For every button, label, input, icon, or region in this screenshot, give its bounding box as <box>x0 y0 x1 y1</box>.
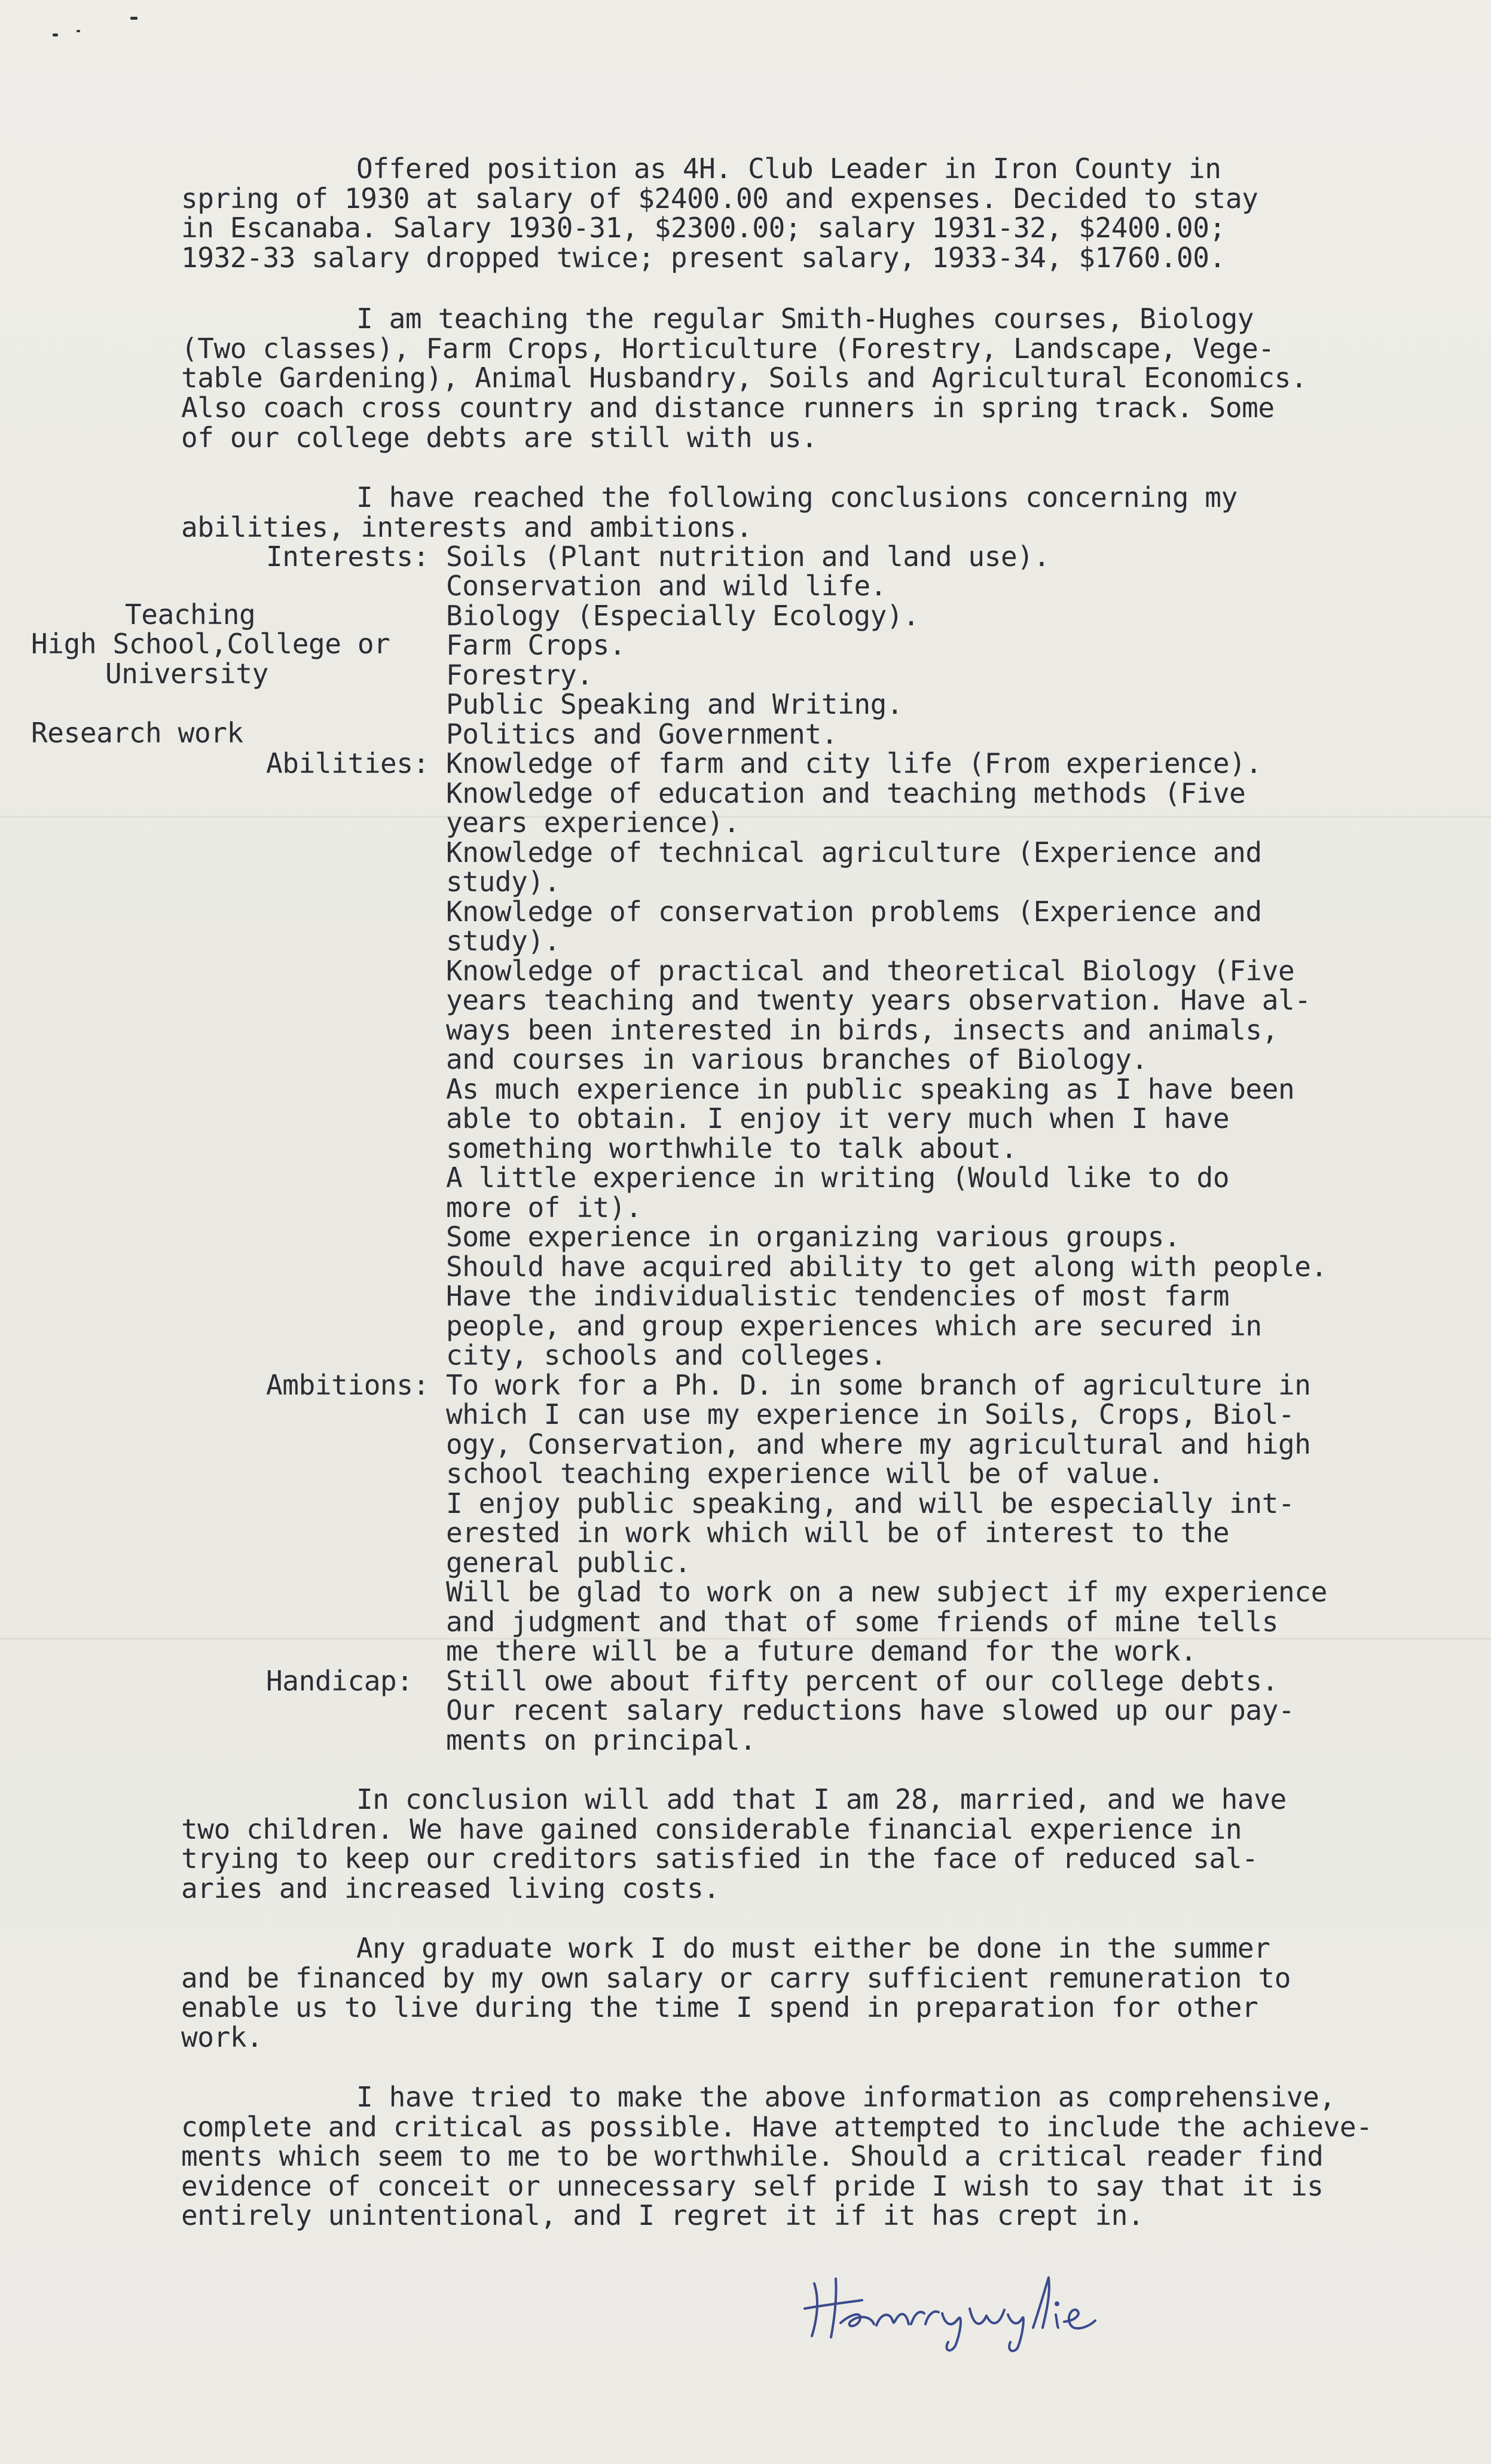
interests-line: Forestry. <box>446 659 593 691</box>
paragraph-2-line: I am teaching the regular Smith-Hughes courses, Biology <box>356 302 1254 335</box>
handwritten-signature <box>801 2266 1136 2355</box>
margin-note-teaching-level: High School,College or <box>31 628 390 660</box>
ambitions-line: which I can use my experience in Soils, Crops, Biol- <box>446 1398 1295 1430</box>
abilities-label: Abilities: <box>266 747 429 779</box>
abilities-line: Have the individualistic tendencies of most farm <box>446 1280 1230 1312</box>
ambitions-line: I enjoy public speaking, and will be especially int- <box>446 1487 1295 1520</box>
abilities-line: Knowledge of farm and city life (From experience). <box>446 747 1262 779</box>
ambitions-line: erested in work which will be of interest to the <box>446 1517 1230 1549</box>
paragraph-2-line: of our college debts are still with us. <box>181 421 818 454</box>
paragraph-6-line: evidence of conceit or unnecessary self pride I wish to say that it is <box>181 2170 1324 2202</box>
abilities-line: As much experience in public speaking as I have been <box>446 1073 1295 1105</box>
abilities-line: and courses in various branches of Biology. <box>446 1043 1148 1075</box>
abilities-line: years teaching and twenty years observation. Have al- <box>446 984 1311 1016</box>
paragraph-1-line: Offered position as 4H. Club Leader in Iron County in <box>356 152 1221 185</box>
paragraph-2-line: Also coach cross country and distance runners in spring track. Some <box>181 392 1275 424</box>
margin-note-teaching: Teaching <box>125 598 256 631</box>
ambitions-line: ogy, Conservation, and where my agricultural and high <box>446 1428 1311 1460</box>
ambitions-line: To work for a Ph. D. in some branch of agriculture in <box>446 1369 1311 1401</box>
abilities-line: able to obtain. I enjoy it very much when I have <box>446 1102 1230 1135</box>
paper-speck <box>130 17 138 20</box>
interests-line: Conservation and wild life. <box>446 570 887 602</box>
paper-speck <box>77 30 80 32</box>
paragraph-3-line: abilities, interests and ambitions. <box>181 511 753 543</box>
paragraph-2-line: (Two classes), Farm Crops, Horticulture (Forestry, Landscape, Vege- <box>181 332 1275 365</box>
abilities-line: study). <box>446 925 561 957</box>
paragraph-3-line: I have reached the following conclusions concerning my <box>356 481 1238 513</box>
ambitions-line: me there will be a future demand for the work. <box>446 1635 1197 1667</box>
margin-note-university: University <box>105 658 268 690</box>
paragraph-5-line: Any graduate work I do must either be done in the summer <box>356 1932 1270 1964</box>
paragraph-4-line: aries and increased living costs. <box>181 1872 720 1904</box>
handicap-line: Our recent salary reductions have slowed up our pay- <box>446 1694 1295 1726</box>
abilities-line: something worthwhile to talk about. <box>446 1132 1018 1164</box>
interests-line: Biology (Especially Ecology). <box>446 600 919 632</box>
abilities-line: ways been interested in birds, insects and animals, <box>446 1014 1279 1046</box>
paragraph-5-line: work. <box>181 2021 263 2053</box>
handicap-label: Handicap: <box>266 1665 413 1697</box>
paragraph-1-line: 1932-33 salary dropped twice; present salary, 1933-34, $1760.00. <box>181 241 1226 274</box>
paper-speck <box>53 33 58 36</box>
margin-note-research: Research work <box>31 717 243 749</box>
paragraph-6-line: complete and critical as possible. Have attempted to include the achieve- <box>181 2111 1373 2143</box>
abilities-line: Knowledge of conservation problems (Experience and <box>446 895 1262 928</box>
ambitions-line: Will be glad to work on a new subject if my experience <box>446 1576 1327 1608</box>
paragraph-6-line: ments which seem to me to be worthwhile. Should a critical reader find <box>181 2140 1324 2172</box>
interests-label: Interests: <box>266 540 429 573</box>
paragraph-1-line: spring of 1930 at salary of $2400.00 and expenses. Decided to stay <box>181 182 1258 215</box>
abilities-line: Some experience in organizing various groups. <box>446 1221 1181 1253</box>
paragraph-4-line: In conclusion will add that I am 28, married, and we have <box>356 1783 1287 1815</box>
abilities-line: more of it). <box>446 1191 642 1224</box>
paragraph-5-line: enable us to live during the time I spend in preparation for other <box>181 1991 1258 2023</box>
abilities-line: Should have acquired ability to get along with people. <box>446 1251 1327 1283</box>
abilities-line: Knowledge of education and teaching methods (Five <box>446 777 1246 809</box>
ambitions-label: Ambitions: <box>266 1369 429 1401</box>
paragraph-4-line: trying to keep our creditors satisfied in the face of reduced sal- <box>181 1842 1258 1875</box>
abilities-line: Knowledge of practical and theoretical Biology (Five <box>446 955 1295 987</box>
paragraph-5-line: and be financed by my own salary or carry sufficient remuneration to <box>181 1962 1291 1994</box>
paragraph-4-line: two children. We have gained considerable financial experience in <box>181 1813 1242 1845</box>
paragraph-1-line: in Escanaba. Salary 1930-31, $2300.00; salary 1931-32, $2400.00; <box>181 212 1226 244</box>
abilities-line: people, and group experiences which are secured in <box>446 1310 1262 1342</box>
abilities-line: study). <box>446 866 561 898</box>
interests-line: Politics and Government. <box>446 718 838 750</box>
abilities-line: A little experience in writing (Would like to do <box>446 1161 1230 1194</box>
handicap-line: Still owe about fifty percent of our college debts. <box>446 1665 1279 1697</box>
paper-fold-line <box>0 816 1491 818</box>
interests-line: Public Speaking and Writing. <box>446 688 903 720</box>
paragraph-6-line: I have tried to make the above information as comprehensive, <box>356 2081 1336 2113</box>
abilities-line: Knowledge of technical agriculture (Experience and <box>446 836 1262 869</box>
handicap-line: ments on principal. <box>446 1724 756 1756</box>
ambitions-line: school teaching experience will be of value. <box>446 1457 1164 1490</box>
ambitions-line: general public. <box>446 1546 691 1579</box>
ambitions-line: and judgment and that of some friends of mine tells <box>446 1606 1279 1638</box>
interests-line: Farm Crops. <box>446 629 626 661</box>
abilities-line: city, schools and colleges. <box>446 1339 887 1371</box>
interests-line: Soils (Plant nutrition and land use). <box>446 540 1050 573</box>
paragraph-6-line: entirely unintentional, and I regret it if it has crept in. <box>181 2199 1144 2231</box>
paragraph-2-line: table Gardening), Animal Husbandry, Soils and Agricultural Economics. <box>181 362 1307 394</box>
abilities-line: years experience). <box>446 806 740 839</box>
